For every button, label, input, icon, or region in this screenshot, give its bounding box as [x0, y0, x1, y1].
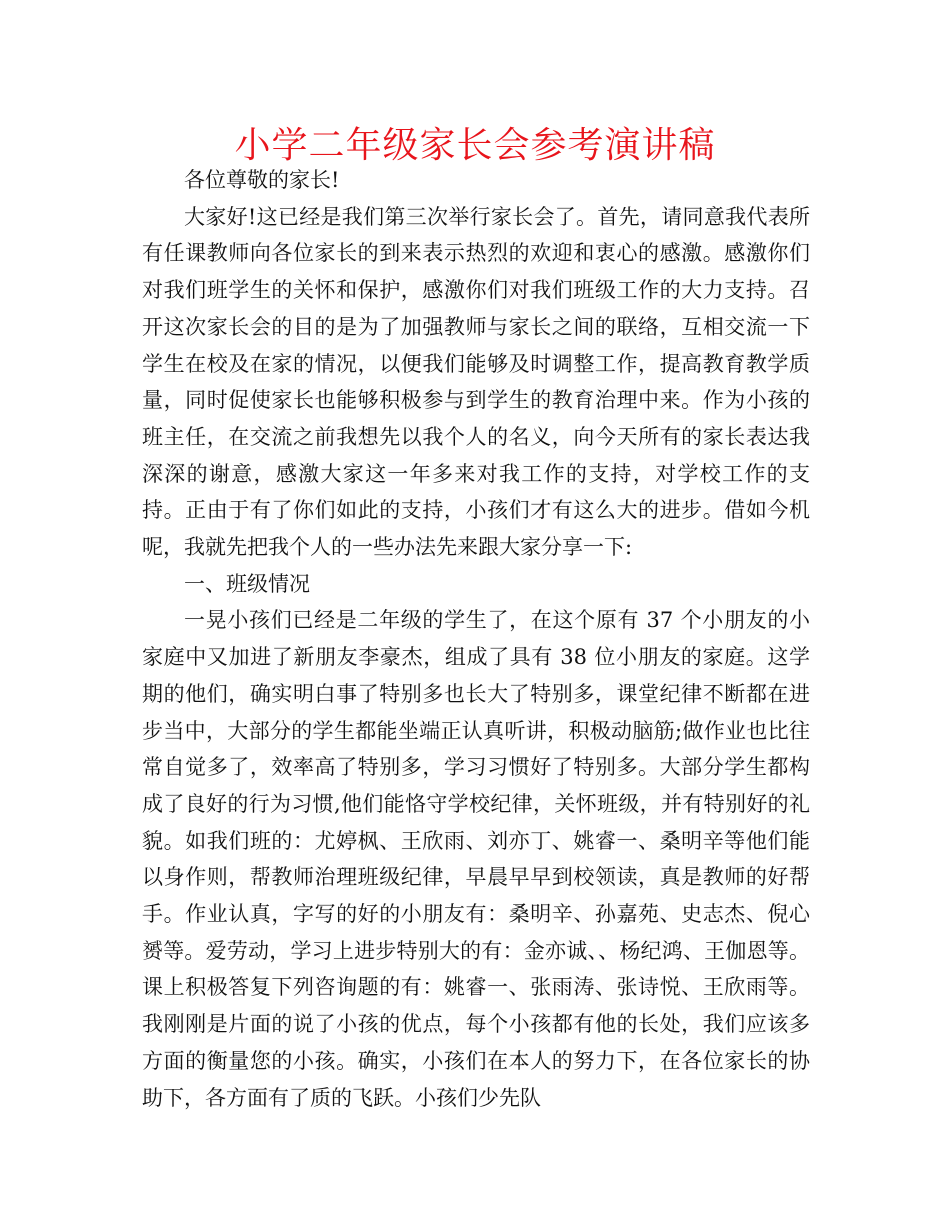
- opening-paragraph: 大家好!这已经是我们第三次举行家长会了。首先，请同意我代表所有任课教师向各位家长的到来表示热烈的欢迎和衷心的感激。感激你们对我们班学生的关怀和保护，感激你们对我们班级工作的大力支持。召开这次家长会的目的是为了加强教师与家长之间的联络，互相交流一下学生在校及在家的情况，以便我们能够及时调整工作，提高教育教学质量，同时促使家长也能够积极参与到学生的教育治理中来。作为小孩的班主任，在交流之前我想先以我个人的名义，向今天所有的家长表达我深深的谢意，感激大家这一年多来对我工作的支持，对学校工作的支持。正由于有了你们如此的支持，小孩们才有这么大的进步。借如今机呢，我就先把我个人的一些办法先来跟大家分享一下:: [142, 204, 810, 560]
- section-heading: 一、班级情况: [184, 571, 310, 596]
- document-title: 小学二年级家长会参考演讲稿: [234, 125, 716, 166]
- greeting-paragraph: 各位尊敬的家长!: [184, 168, 340, 192]
- class-situation-paragraph: 一晃小孩们已经是二年级的学生了，在这个原有 37 个小朋友的小家庭中又加进了新朋友李豪杰，组成了具有 38 位小朋友的家庭。这学期的他们，确实明白事了特别多也长大了特别多，课堂纪律不断都在进步当中，大部分的学生都能坐端正认真听讲，积极动脑筋;做作业也比往常自觉多了，效率高了特别多，学习习惯好了特别多。大部分学生都构成了良好的行为习惯,他们能恪守学校纪律，关怀班级，并有特别好的礼貌。如我们班的：尤婷枫、王欣雨、刘亦丁、姚睿一、桑明辛等他们能以身作则，帮教师治理班级纪律，早晨早早到校领读，真是教师的好帮手。作业认真，字写的好的小朋友有：桑明辛、孙嘉苑、史志杰、倪心赟等。爱劳动，学习上进步特别大的有：金亦诚、、杨纪鸿、王伽恩等。课上积极答复下列咨询题的有：姚睿一、张雨涛、张诗悦、王欣雨等。我刚刚是片面的说了小孩的优点，每个小孩都有他的长处，我们应该多方面的衡量您的小孩。确实，小孩们在本人的努力下，在各位家长的协助下，各方面有了质的飞跃。小孩们少先队: [142, 608, 810, 1110]
- document-body: [142, 162, 810, 1116]
